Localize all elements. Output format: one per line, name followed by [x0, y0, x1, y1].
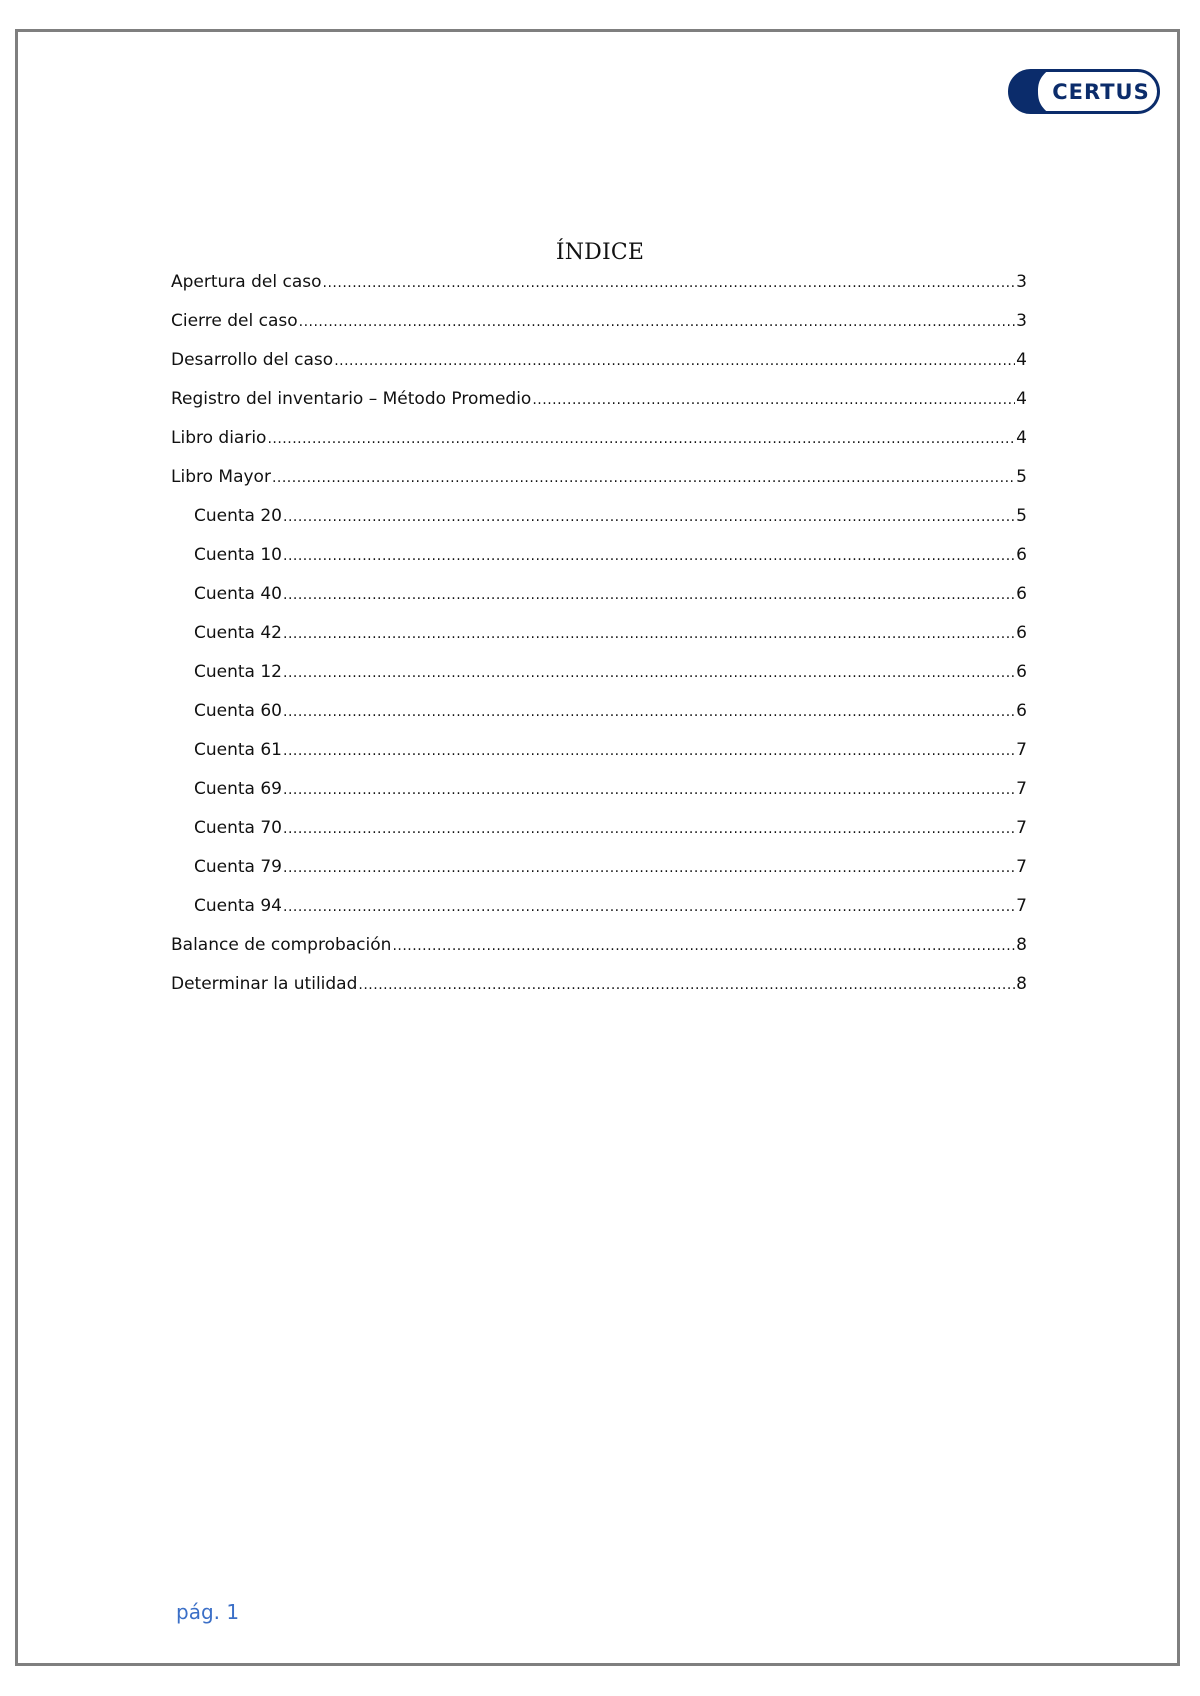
toc-entry[interactable] — [171, 818, 1027, 857]
toc-entry-label: Cuenta 40 — [194, 584, 282, 604]
toc-dot-leader — [358, 974, 1015, 994]
toc-dot-leader — [283, 623, 1015, 643]
toc-dot-leader — [334, 350, 1015, 370]
toc-entry-page: 6 — [1016, 545, 1027, 565]
toc-entry-page: 6 — [1016, 584, 1027, 604]
toc-dot-leader — [323, 272, 1016, 292]
toc-dot-leader — [283, 545, 1015, 565]
toc-entry-page: 3 — [1016, 311, 1027, 331]
toc-entry-label: Cuenta 60 — [194, 701, 282, 721]
toc-dot-leader — [283, 740, 1015, 760]
toc-entry-label: Libro Mayor — [171, 467, 271, 487]
toc-entry-page: 6 — [1016, 662, 1027, 682]
toc-dot-leader — [532, 389, 1015, 409]
certus-logo — [1008, 69, 1160, 114]
toc-entry-label: Registro del inventario – Método Promedio — [171, 389, 532, 409]
toc-entry[interactable] — [171, 350, 1027, 389]
toc-entry-page: 5 — [1016, 506, 1027, 526]
toc-entry-label: Determinar la utilidad — [171, 974, 358, 994]
toc-dot-leader — [283, 662, 1015, 682]
toc-entry-page: 5 — [1016, 467, 1027, 487]
toc-entry[interactable] — [171, 935, 1027, 974]
toc-entry-label: Cuenta 10 — [194, 545, 282, 565]
toc-entry[interactable] — [171, 740, 1027, 779]
toc-entry-page: 7 — [1016, 779, 1027, 799]
toc-dot-leader — [283, 818, 1015, 838]
toc-entry-page: 7 — [1016, 740, 1027, 760]
toc-entry-page: 6 — [1016, 701, 1027, 721]
toc-dot-leader — [299, 311, 1016, 331]
toc-entry-label: Cuenta 42 — [194, 623, 282, 643]
page-number: pág. 1 — [176, 1600, 240, 1624]
toc-entry-page: 3 — [1016, 272, 1027, 292]
toc-entry-page: 8 — [1016, 935, 1027, 955]
toc-entry[interactable] — [171, 662, 1027, 701]
toc-entry[interactable] — [171, 974, 1027, 1013]
toc-dot-leader — [392, 935, 1015, 955]
toc-entry[interactable] — [171, 389, 1027, 428]
toc-entry-page: 4 — [1016, 389, 1027, 409]
toc-entry-label: Cuenta 20 — [194, 506, 282, 526]
toc-dot-leader — [283, 896, 1015, 916]
toc-entry[interactable] — [171, 701, 1027, 740]
certus-logo-text: CERTUS — [1052, 80, 1150, 104]
toc-entry-label: Cuenta 79 — [194, 857, 282, 877]
toc-dot-leader — [283, 857, 1015, 877]
toc-entry-page: 6 — [1016, 623, 1027, 643]
toc-dot-leader — [283, 506, 1015, 526]
table-of-contents — [171, 272, 1027, 1013]
toc-entry-page: 8 — [1016, 974, 1027, 994]
toc-entry-page: 4 — [1016, 350, 1027, 370]
toc-entry[interactable] — [171, 506, 1027, 545]
toc-entry[interactable] — [171, 623, 1027, 662]
toc-entry-label: Cuenta 69 — [194, 779, 282, 799]
toc-entry-label: Cuenta 61 — [194, 740, 282, 760]
toc-entry[interactable] — [171, 857, 1027, 896]
toc-entry-page: 7 — [1016, 818, 1027, 838]
toc-entry-label: Cierre del caso — [171, 311, 298, 331]
toc-entry-label: Cuenta 12 — [194, 662, 282, 682]
toc-entry[interactable] — [171, 428, 1027, 467]
toc-dot-leader — [283, 701, 1015, 721]
toc-entry-label: Balance de comprobación — [171, 935, 392, 955]
certus-logo-graphic — [1008, 69, 1160, 114]
toc-entry-page: 7 — [1016, 896, 1027, 916]
toc-entry-label: Desarrollo del caso — [171, 350, 334, 370]
toc-dot-leader — [283, 584, 1015, 604]
toc-entry-page: 4 — [1016, 428, 1027, 448]
toc-entry[interactable] — [171, 311, 1027, 350]
toc-entry[interactable] — [171, 779, 1027, 818]
toc-dot-leader — [283, 779, 1015, 799]
toc-entry[interactable] — [171, 272, 1027, 311]
toc-dot-leader — [272, 467, 1015, 487]
toc-entry[interactable] — [171, 896, 1027, 935]
toc-entry-label: Apertura del caso — [171, 272, 322, 292]
toc-entry[interactable] — [171, 545, 1027, 584]
toc-entry[interactable] — [171, 467, 1027, 506]
toc-entry-page: 7 — [1016, 857, 1027, 877]
toc-entry[interactable] — [171, 584, 1027, 623]
toc-title: ÍNDICE — [555, 240, 645, 265]
toc-entry-label: Cuenta 94 — [194, 896, 282, 916]
toc-entry-label: Libro diario — [171, 428, 267, 448]
toc-entry-label: Cuenta 70 — [194, 818, 282, 838]
toc-dot-leader — [267, 428, 1015, 448]
